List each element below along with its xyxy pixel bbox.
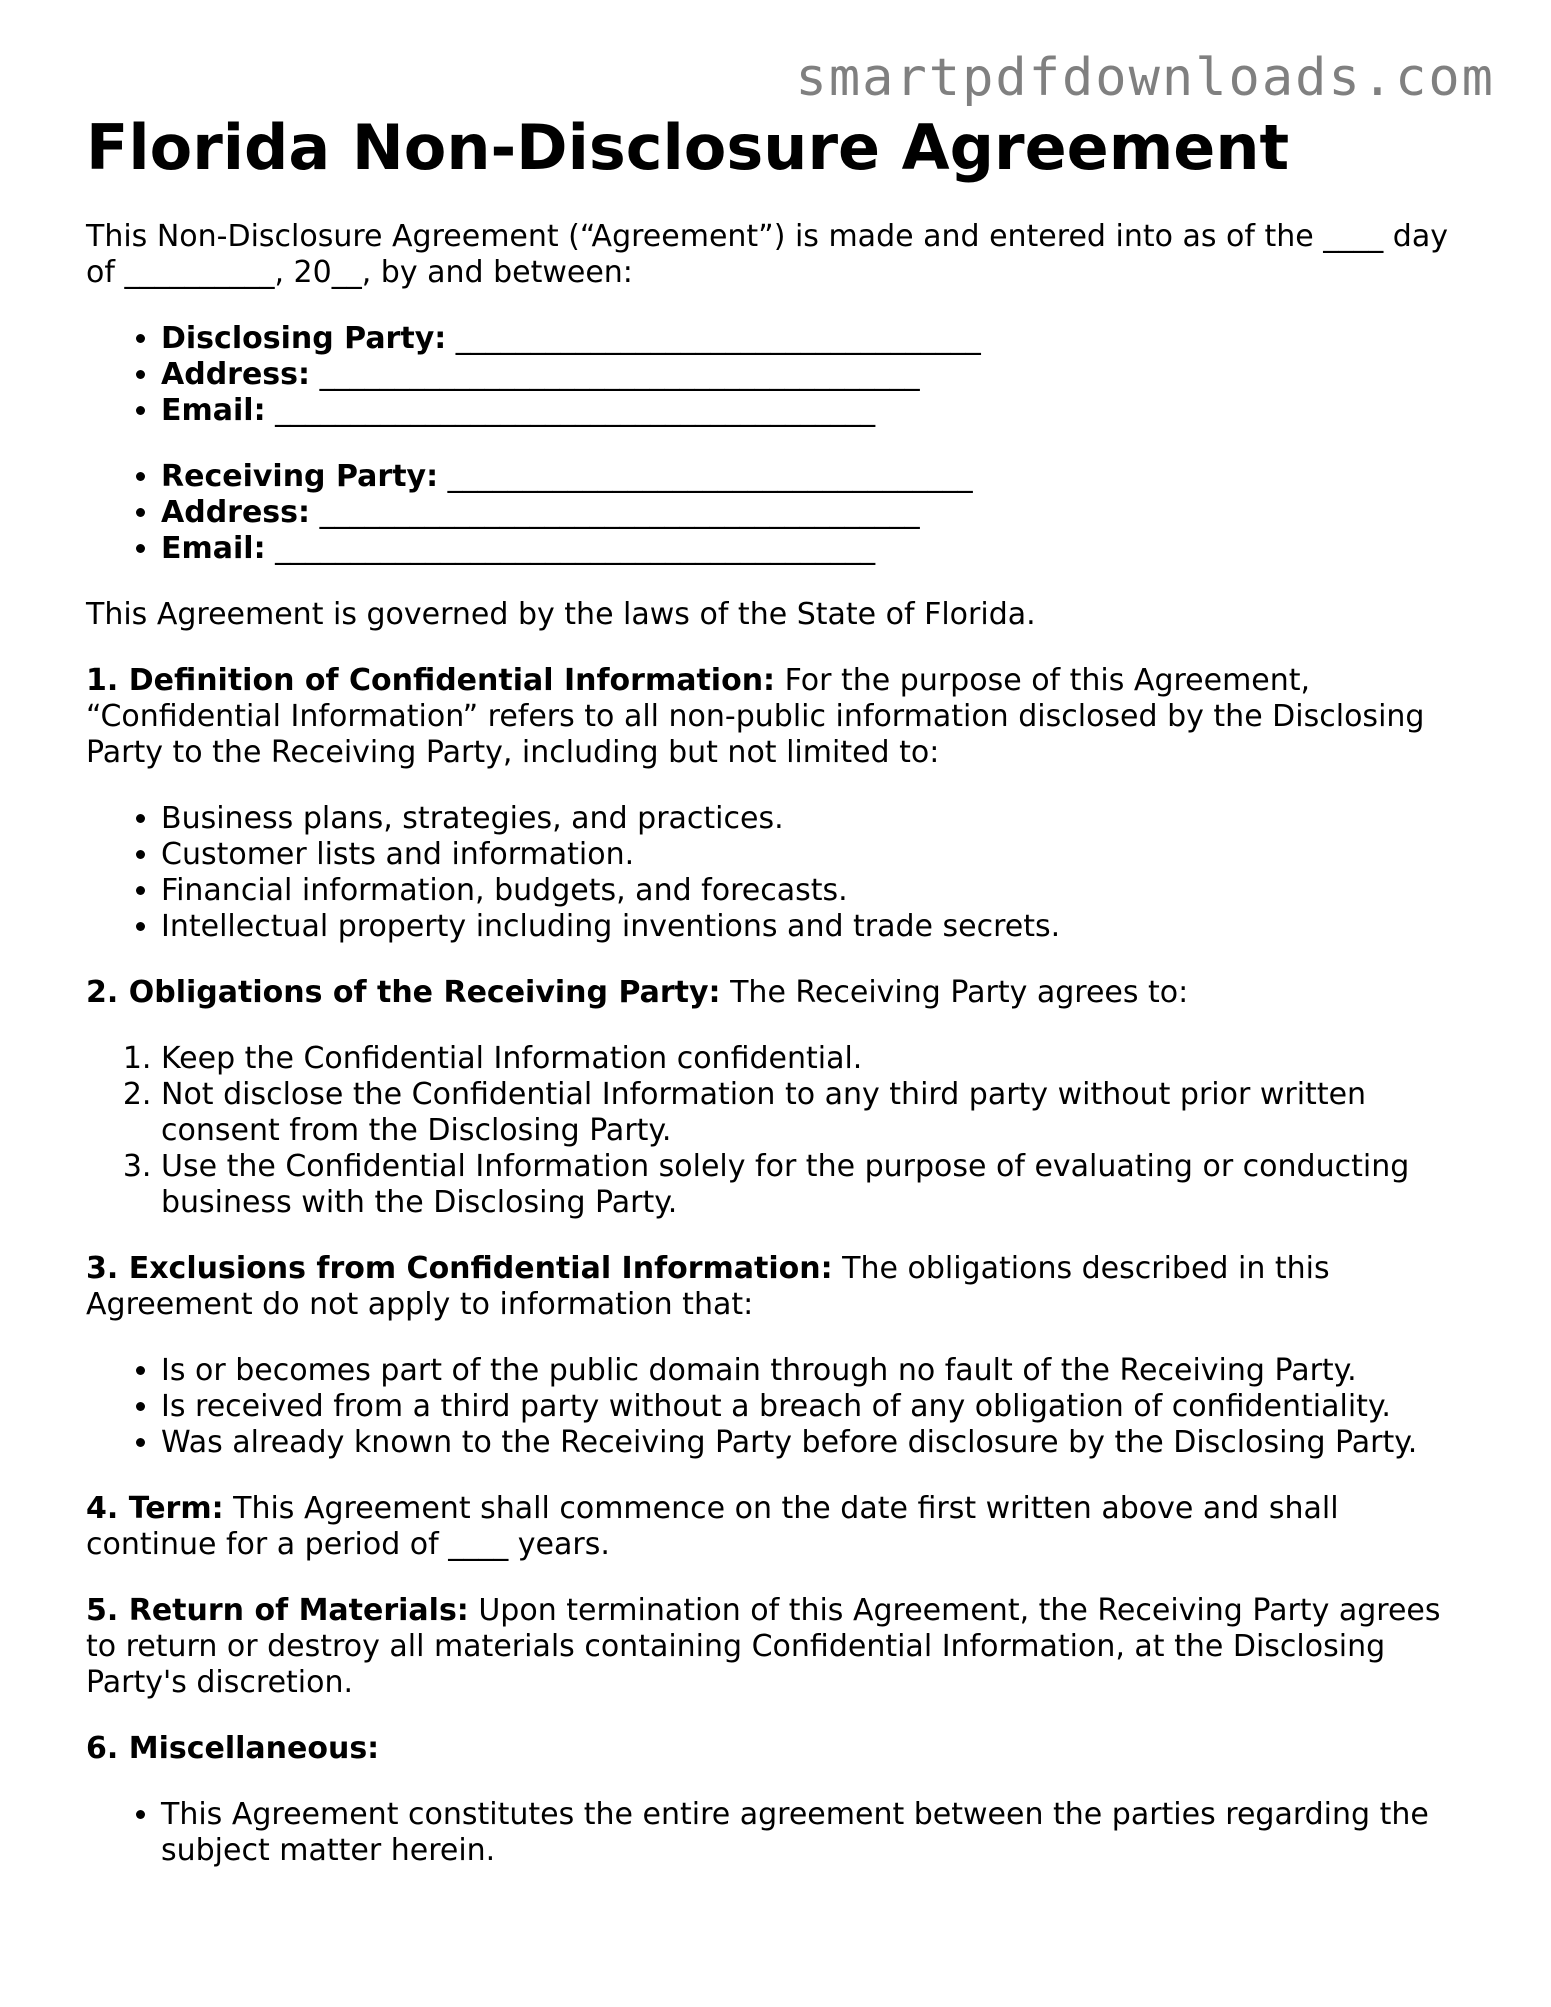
list-item: • Is received from a third party without a breach of any obligation of confidentiality. <box>161 1389 1476 1425</box>
section-1-heading: 1. Definition of Confidential Information: <box>86 663 776 698</box>
section-4-text: This Agreement shall commence on the date first written above and shall continue for a period of ____ years. <box>86 1491 1339 1562</box>
receiving-party-list <box>86 459 1476 567</box>
watermark: smartpdfdownloads.com <box>795 48 1495 108</box>
disclosing-party-list <box>86 321 1476 429</box>
disclosing-email-blank: ________________________________________ <box>275 393 876 428</box>
disclosing-address-label: Address: <box>161 357 311 392</box>
section-4-heading: 4. Term: <box>86 1491 224 1526</box>
section-6-list <box>86 1797 1476 1869</box>
list-item: • Was already known to the Receiving Party before disclosure by the Disclosing Party. <box>161 1425 1476 1461</box>
section-4-paragraph <box>86 1491 1476 1563</box>
list-item: • Intellectual property including inventions and trade secrets. <box>161 909 1476 945</box>
section-5-heading: 5. Return of Materials: <box>86 1593 469 1628</box>
disclosing-address-field <box>161 357 1476 393</box>
disclosing-party-blank: ___________________________________ <box>455 321 981 356</box>
receiving-email-label: Email: <box>161 531 266 566</box>
list-item: • Business plans, strategies, and practices. <box>161 801 1476 837</box>
receiving-address-field <box>161 495 1476 531</box>
section-1-text: For the purpose of this Agreement, “Confidential Information” refers to all non-public information disclosed by the Disclosing Party to the Receiving Party, including but not limited to: <box>86 663 1425 770</box>
list-item: 1. Keep the Confidential Information confidential. <box>161 1041 1476 1077</box>
section-2-heading: 2. Obligations of the Receiving Party: <box>86 975 721 1010</box>
list-item: 2. Not disclose the Confidential Information to any third party without prior written consent from the Disclosing Party. <box>161 1077 1476 1149</box>
receiving-party-label: Receiving Party: <box>161 459 439 494</box>
receiving-address-label: Address: <box>161 495 311 530</box>
list-item: • Customer lists and information. <box>161 837 1476 873</box>
disclosing-party-label: Disclosing Party: <box>161 321 447 356</box>
section-6-paragraph <box>86 1731 1476 1767</box>
receiving-address-blank: ________________________________________ <box>319 495 920 530</box>
section-2-text: The Receiving Party agrees to: <box>720 975 1189 1010</box>
list-item: • This Agreement constitutes the entire agreement between the parties regarding the subject matter herein. <box>161 1797 1476 1869</box>
section-2-list <box>86 1041 1476 1221</box>
governing-law-paragraph: This Agreement is governed by the laws of the State of Florida. <box>86 597 1036 632</box>
disclosing-party-field <box>161 321 1476 357</box>
section-6-heading: 6. Miscellaneous: <box>86 1731 380 1766</box>
disclosing-email-label: Email: <box>161 393 266 428</box>
list-item: • Financial information, budgets, and forecasts. <box>161 873 1476 909</box>
document-title: Florida Non-Disclosure Agreement <box>86 111 1290 184</box>
section-3-text: The obligations described in this Agreement do not apply to information that: <box>86 1251 1330 1322</box>
list-item: 3. Use the Confidential Information solely for the purpose of evaluating or conducting business with the Disclosing Party. <box>161 1149 1476 1221</box>
list-item: • Is or becomes part of the public domain through no fault of the Receiving Party. <box>161 1353 1476 1389</box>
receiving-party-blank: ___________________________________ <box>447 459 973 494</box>
section-3-heading: 3. Exclusions from Confidential Information: <box>86 1251 833 1286</box>
section-5-text: Upon termination of this Agreement, the Receiving Party agrees to return or destroy all materials containing Confidential Information, at the Disclosing Party's discretion. <box>86 1593 1441 1700</box>
document-page <box>86 110 1476 1899</box>
section-3-paragraph <box>86 1251 1476 1323</box>
receiving-email-blank: ________________________________________ <box>275 531 876 566</box>
section-3-list <box>86 1353 1476 1461</box>
section-2-paragraph <box>86 975 1476 1011</box>
receiving-email-field <box>161 531 1476 567</box>
intro-paragraph: This Non-Disclosure Agreement (“Agreement”) is made and entered into as of the ____ day of __________, 20__, by and between: <box>86 219 1448 290</box>
disclosing-email-field <box>161 393 1476 429</box>
section-1-paragraph <box>86 663 1476 771</box>
receiving-party-field <box>161 459 1476 495</box>
section-1-list <box>86 801 1476 945</box>
section-5-paragraph <box>86 1593 1476 1701</box>
disclosing-address-blank: ________________________________________ <box>319 357 920 392</box>
